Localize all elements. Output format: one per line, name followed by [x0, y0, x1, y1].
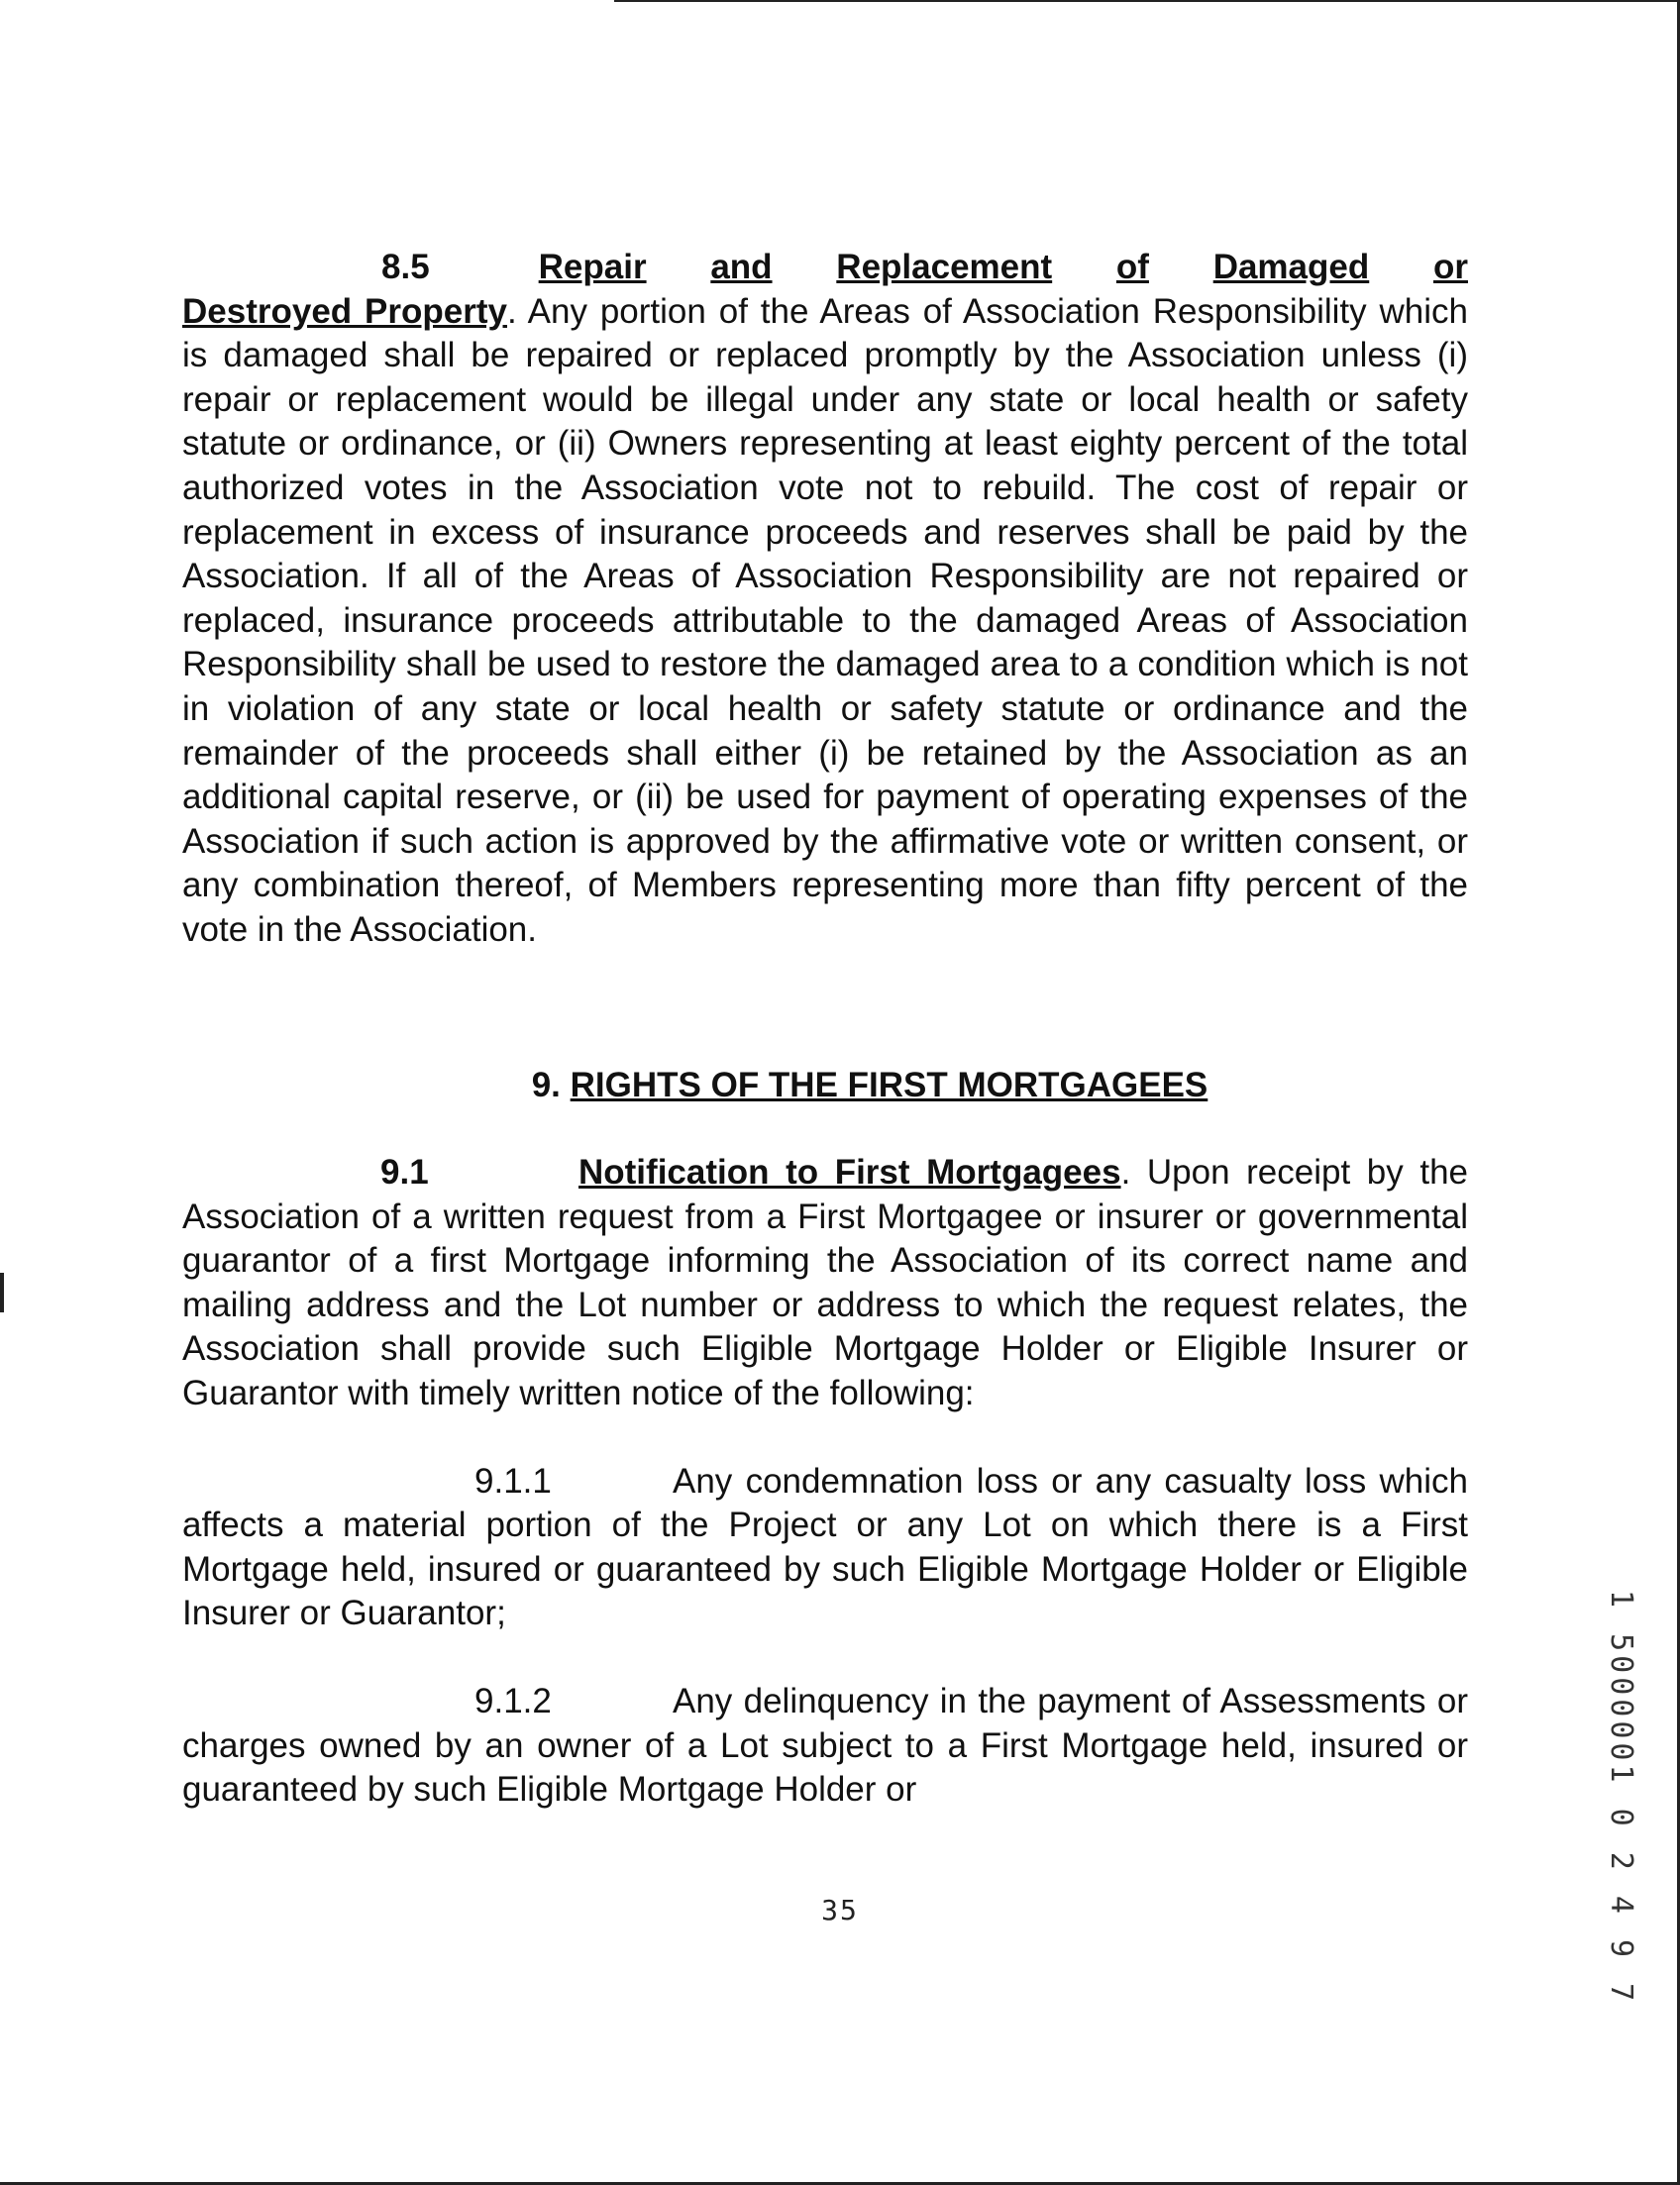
recording-stamp-text: 1 5000001 0 2 4 9 7 — [1604, 1590, 1638, 2006]
heading-word: and — [710, 248, 773, 286]
spacer — [182, 1416, 1468, 1460]
spacer — [182, 1636, 1468, 1680]
spacer — [182, 1107, 1468, 1151]
section-8-5-body: . Any portion of the Areas of Association Responsibility which is damaged shall be repaired or replaced promptly by the Association unless (i) repair or replacement would be illegal under any state or local health or safety statute or ordinance, or (ii) Owners representing at least eighty percent of the total authorized votes in the Association vote not to rebuild. The cost of repair or replacement in excess of insurance proceeds and reserves shall be paid by the Association. If all of the Areas of Association Responsibility are not repaired or replaced, insurance proceeds attributable to the damaged Areas of Association Responsibility shall be used to restore the damaged area to a condition which is not in violation of any state or local health or safety statute or ordinance and the remainder of the proceeds shall either (i) be retained by the Association as an additional capital reserve, or (ii) be used for payment of operating expenses of the Association if such action is approved by the affirmative vote or written consent, or any combination thereof, of Members representing more than fifty percent of the vote in the Association. — [182, 291, 1468, 949]
section-9-1-number: 9.1 — [380, 1153, 429, 1193]
section-8-5-heading-tail: Destroyed Property — [182, 291, 507, 331]
section-9-1-1-paragraph — [182, 1460, 1468, 1636]
section-9-1-2-paragraph — [182, 1680, 1468, 1813]
document-body — [182, 246, 1468, 1813]
recording-stamp — [1604, 1590, 1644, 2006]
page-number: 35 — [821, 1894, 859, 1926]
section-9-1-1-number: 9.1.1 — [474, 1461, 552, 1501]
heading-word: or — [1432, 248, 1468, 286]
section-9-title — [182, 1064, 1468, 1108]
scan-edge-left-mark — [0, 1273, 4, 1312]
heading-word: of — [1115, 248, 1149, 286]
section-8-5-number: 8.5 — [381, 248, 430, 286]
section-9-1-1-body: Any condemnation loss or any casualty loss which affects a material portion of the Project or any Lot on which there is a First Mortgage held, insured or guaranteed by such Eligible Mortgage Holder or Eligible Insurer or Guarantor; — [182, 1461, 1468, 1633]
scan-edge-top — [614, 0, 1680, 2]
heading-word: Damaged — [1212, 248, 1370, 286]
section-8-5-paragraph — [182, 290, 1468, 953]
heading-word: Replacement — [836, 248, 1053, 286]
section-9-1-paragraph — [182, 1151, 1468, 1416]
section-9-number: 9. — [531, 1065, 561, 1104]
section-8-5-heading-words — [539, 246, 1468, 290]
section-8-5-heading — [182, 246, 1468, 290]
section-9-1-2-number: 9.1.2 — [474, 1682, 552, 1721]
heading-word: Repair — [538, 248, 647, 286]
section-9-1-body: . Upon receipt by the Association of a written request from a First Mortgagee or insurer or governmental guarantor of a first Mortgage informing the Association of its correct name and mailing address and the Lot number or address to which the request relates, the Association shall provide such Eligible Mortgage Holder or Eligible Insurer or Guarantor with timely written notice of the following: — [182, 1153, 1469, 1413]
section-9-heading: RIGHTS OF THE FIRST MORTGAGEES — [570, 1065, 1208, 1104]
spacer — [182, 953, 1468, 1064]
section-9-1-heading: Notification to First Mortgagees — [578, 1153, 1121, 1193]
section-9-1-2-body: Any delinquency in the payment of Assessments or charges owned by an owner of a Lot subject to a First Mortgage held, insured or guaranteed by such Eligible Mortgage Holder or — [182, 1682, 1468, 1810]
